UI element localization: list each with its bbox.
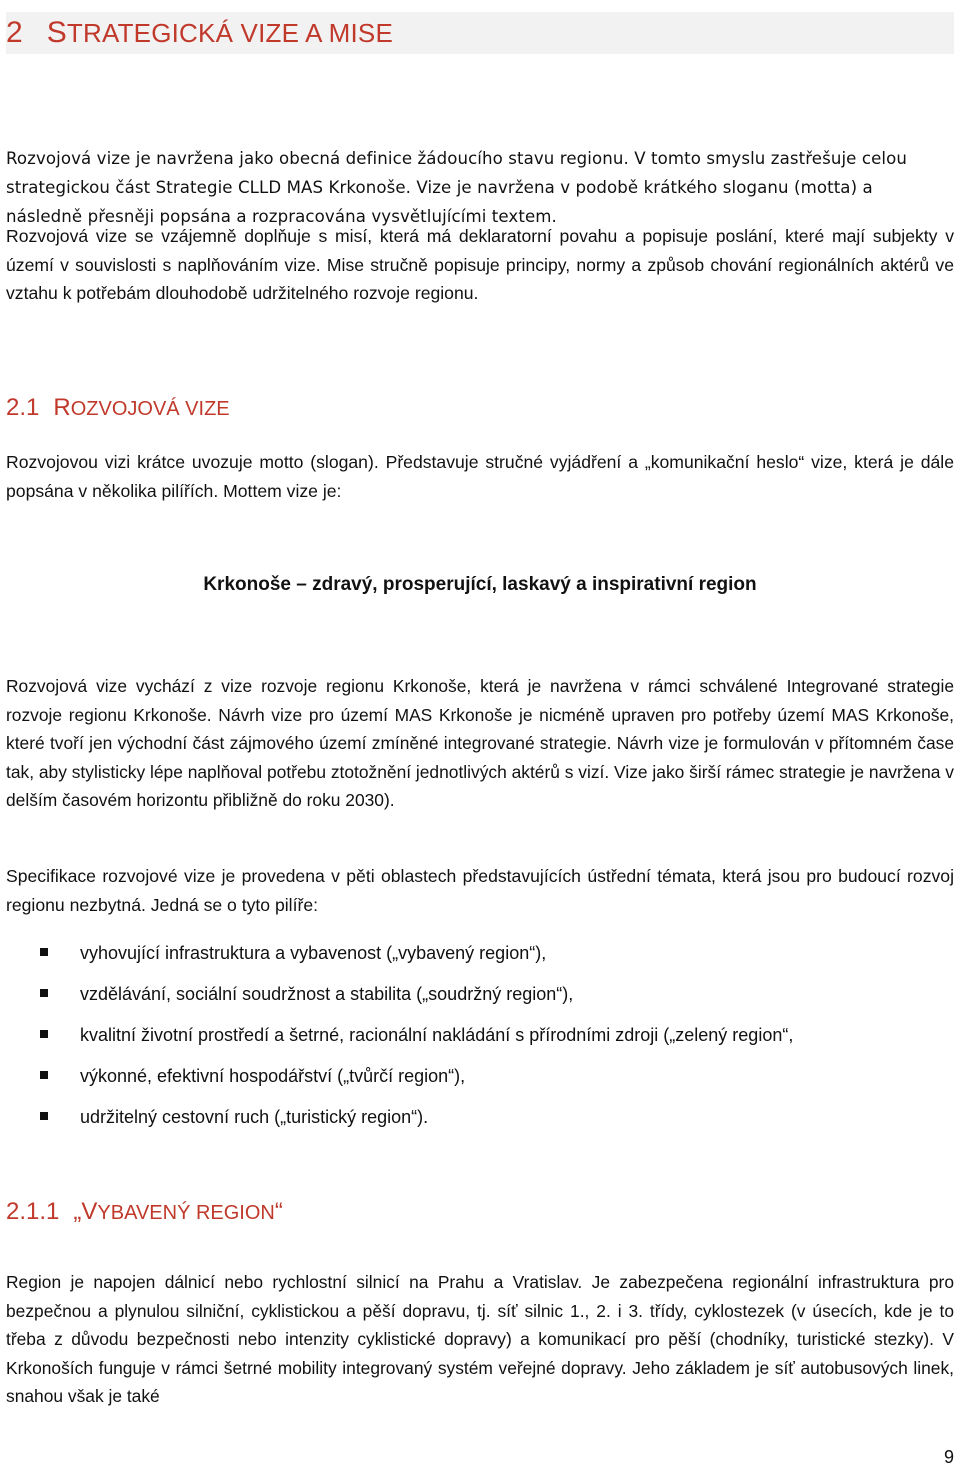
section-title-rest: OZVOJOVÁ VIZE (70, 398, 230, 420)
section-number: 2.1 (6, 394, 40, 421)
pillar-text: kvalitní životní prostředí a šetrné, racionální nakládání s přírodními zdroji („zelený region“, (80, 1025, 794, 1045)
list-item (40, 1102, 950, 1143)
intro-paragraph: Rozvojová vize je navržena jako obecná definice žádoucího stavu regionu. V tomto smyslu zastřešuje celou strategickou část Strategie CLLD MAS Krkonoše. Vize je navržena v podobě krátkého sloganu (motta) a následně přesněji popsána a rozpracována vysvětlujícími textem. (6, 149, 907, 226)
subsection-open-quote: „ (73, 1198, 82, 1225)
section-title (53, 394, 229, 422)
infrastructure-paragraph: Region je napojen dálnicí nebo rychlostní silnicí na Prahu a Vratislav. Je zabezpečena regionální infrastruktura pro bezpečnou a plynulou silniční, cyklistickou a pěší dopravu, tj. síť silnic 1., 2. i 3. třídy, cyklostezek (v úsecích, kde je to třeba z důvodu bezpečnosti nebo intenzity cyklistické dopravy) a komunikací pro pěší (chodníky, turistické stezky). V Krkonoších funguje v rámci šetrné mobility integrovaný systém veřejné dopravy. Jeho základem je síť autobusových linek, snahou však je také (6, 1272, 954, 1406)
vision-origin-paragraph: Rozvojová vize vychází z vize rozvoje regionu Krkonoše, která je navržena v rámci schválené Integrované strategie rozvoje regionu Krkonoše. Návrh vize pro území MAS Krkonoše je nicméně upraven pro potřeby území MAS Krkonoše, které tvoří jen východní část zájmového území zmíněné integrované strategie. Návrh vize je formulován v přítomném čase tak, aby stylisticky lépe naplňoval potřebu ztotožnění jednotlivých aktérů s vizí. Vize jako širší rámec strategie je navržena v delším časovém horizontu přibližně do roku 2030). (6, 676, 954, 810)
list-item (40, 1061, 950, 1102)
bullet-square-icon (40, 989, 48, 997)
chapter-number: 2 (6, 16, 23, 49)
list-item (40, 979, 950, 1020)
pillar-text: udržitelný cestovní ruch („turistický region“). (80, 1107, 429, 1127)
bullet-square-icon (40, 1030, 48, 1038)
vision-motto: Krkonoše – zdravý, prosperující, laskavý a inspirativní region (203, 574, 757, 595)
page-number: 9 (943, 1447, 954, 1467)
subsection-heading (6, 1198, 283, 1226)
chapter-title (47, 16, 393, 50)
pillar-text: vzdělávání, sociální soudržnost a stabilita („soudržný region“), (80, 984, 574, 1004)
subsection-title (73, 1198, 282, 1226)
motto-intro-paragraph: Rozvojovou vizi krátce uvozuje motto (slogan). Představuje stručné vyjádření a „komunikační heslo“ vize, která je dále popsána v několika pilířích. Mottem vize je: (6, 452, 954, 501)
chapter-title-initial: S (46, 16, 67, 49)
bullet-square-icon (40, 1112, 48, 1120)
pillar-text: vyhovující infrastruktura a vybavenost („vybavený region“), (80, 943, 547, 963)
subsection-close-quote: “ (274, 1198, 283, 1225)
list-item (40, 1020, 950, 1061)
pillar-text: výkonné, efektivní hospodářství („tvůrčí region“), (80, 1066, 466, 1086)
mission-paragraph: Rozvojová vize se vzájemně doplňuje s misí, která má deklaratorní povahu a popisuje poslání, které mají subjekty v území v souvislosti s naplňováním vize. Mise stručně popisuje principy, normy a způsob chování regionálních aktérů ve vztahu k potřebám dlouhodobě udržitelného rozvoje regionu. (6, 226, 954, 303)
subsection-title-rest: YBAVENÝ REGION (97, 1202, 275, 1224)
section-heading (6, 394, 230, 422)
subsection-title-initial: V (81, 1198, 98, 1225)
chapter-title-rest: TRATEGICKÁ VIZE A MISE (66, 18, 394, 48)
chapter-heading (6, 12, 954, 54)
pillars-list (40, 938, 950, 1143)
bullet-square-icon (40, 948, 48, 956)
subsection-number: 2.1.1 (6, 1198, 60, 1225)
bullet-square-icon (40, 1071, 48, 1079)
pillars-intro-paragraph: Specifikace rozvojové vize je provedena v pěti oblastech představujících ústřední témata, která jsou pro budoucí rozvoj regionu nezbytná. Jedná se o tyto pilíře: (6, 866, 954, 915)
list-item (40, 938, 950, 979)
section-title-initial: R (53, 394, 71, 421)
